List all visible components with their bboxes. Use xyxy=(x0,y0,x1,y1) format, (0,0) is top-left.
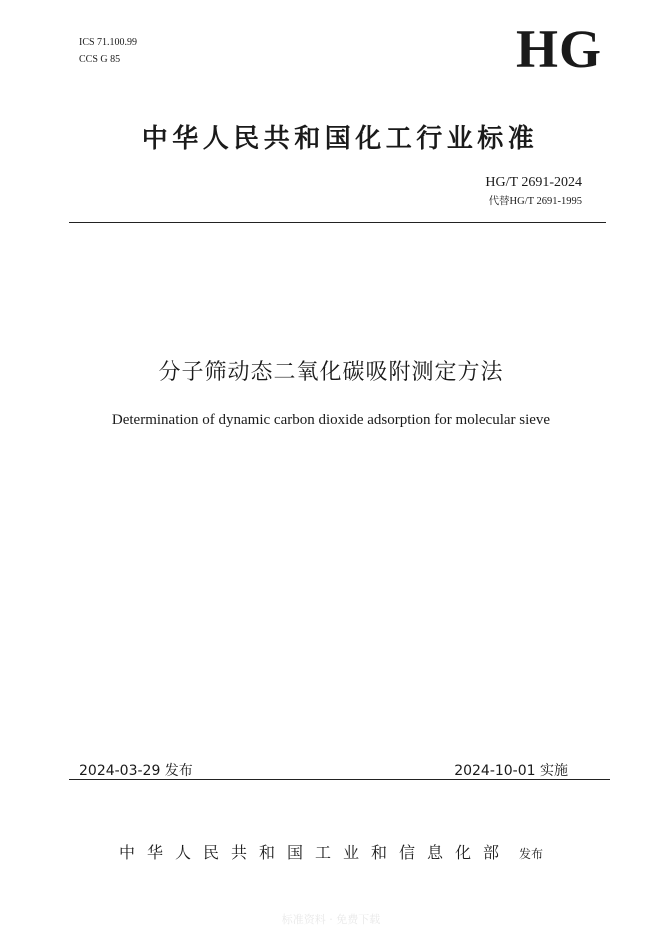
watermark: 标准资料 · 免费下载 xyxy=(281,913,381,926)
issue-action: 发布 xyxy=(519,847,544,861)
issuing-organization: 中华人民共和国工业和信息化部 xyxy=(118,843,511,862)
issue-date: 2024-03-29 发布 xyxy=(79,763,193,779)
standard-category-title: 中华人民共和国化工行业标准 xyxy=(141,124,539,154)
ics-code: ICS 71.100.99 xyxy=(79,37,138,48)
standard-number-block xyxy=(485,174,582,210)
bottom-divider xyxy=(69,779,610,780)
ccs-code: CCS G 85 xyxy=(79,54,121,65)
top-divider xyxy=(69,222,606,223)
issuer-line xyxy=(0,840,662,863)
effective-date: 2024-10-01 实施 xyxy=(454,763,568,779)
classification-codes xyxy=(79,34,137,68)
standard-number: HG/T 2691-2024 xyxy=(485,175,582,190)
document-title-chinese: 分子筛动态二氧化碳吸附测定方法 xyxy=(158,360,504,385)
replaces-standard: 代替HG/T 2691-1995 xyxy=(488,196,582,207)
document-title-english: Determination of dynamic carbon dioxide adsorption for molecular sieve xyxy=(111,412,551,428)
hg-logo: HG xyxy=(515,19,602,79)
